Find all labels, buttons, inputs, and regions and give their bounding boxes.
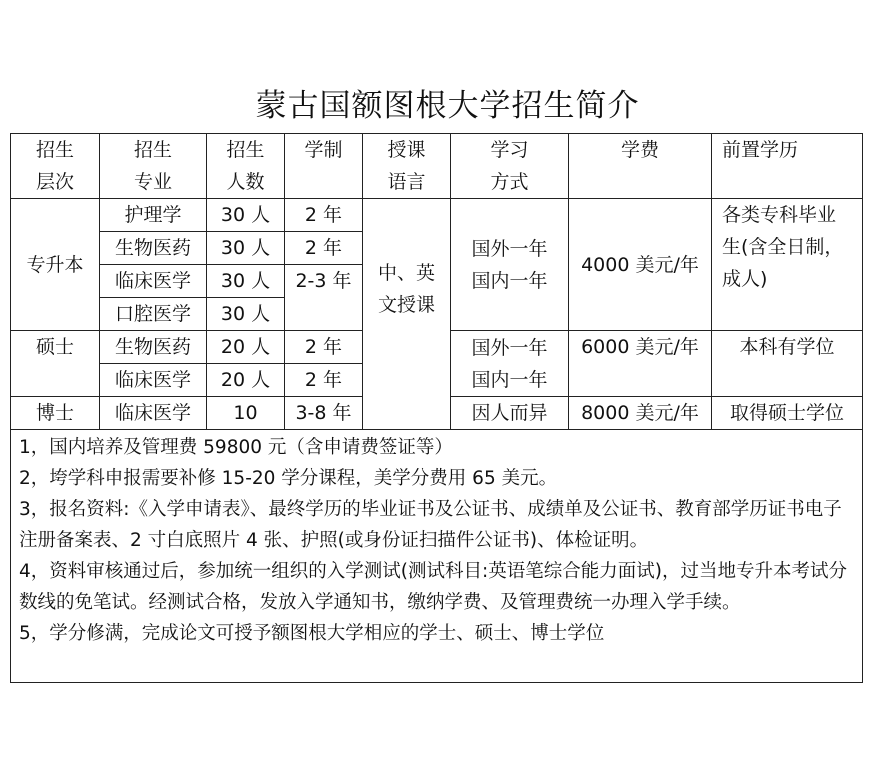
duration-cell: 2 年 xyxy=(285,331,363,364)
level-doctor: 博士 xyxy=(11,397,100,430)
language-cell: 中、英 文授课 xyxy=(363,199,451,430)
prereq-bachelor: 各类专科毕业 生(含全日制， 成人) xyxy=(712,199,863,331)
header-major: 招生 专业 xyxy=(100,134,207,199)
note-item: 5，学分修满，完成论文可授予额图根大学相应的学士、硕士、博士学位 xyxy=(19,623,605,644)
count-cell: 20 人 xyxy=(207,364,285,397)
header-level: 招生 层次 xyxy=(11,134,100,199)
admissions-table xyxy=(10,133,863,683)
count-cell: 30 人 xyxy=(207,298,285,331)
major-cell: 生物医药 xyxy=(100,232,207,265)
mode-bachelor: 国外一年 国内一年 xyxy=(451,199,569,331)
prereq-doctor: 取得硕士学位 xyxy=(712,397,863,430)
level-bachelor: 专升本 xyxy=(11,199,100,331)
duration-cell: 2 年 xyxy=(285,364,363,397)
header-mode: 学习 方式 xyxy=(451,134,569,199)
tuition-doctor: 8000 美元/年 xyxy=(569,397,712,430)
note-item: 3，报名资料:《入学申请表》、最终学历的毕业证书及公证书、成绩单及公证书、教育部学历证书电子注册备案表、2 寸白底照片 4 张、护照(或身份证扫描件公证书)、体检证明。 xyxy=(19,499,842,551)
duration-cell: 2 年 xyxy=(285,232,363,265)
count-cell: 30 人 xyxy=(207,265,285,298)
header-row xyxy=(11,134,863,199)
duration-cell: 2 年 xyxy=(285,199,363,232)
mode-master: 国外一年 国内一年 xyxy=(451,331,569,397)
note-item: 4，资料审核通过后，参加统一组织的入学测试(测试科目:英语笔综合能力面试)，过当地专升本考试分数线的免笔试。经测试合格，发放入学通知书，缴纳学费、及管理费统一办理入学手续。 xyxy=(19,561,847,613)
note-item: 2，垮学科申报需要补修 15-20 学分课程，美学分费用 65 美元。 xyxy=(19,468,558,489)
notes-row xyxy=(11,430,863,683)
header-duration: 学制 xyxy=(285,134,363,199)
duration-cell: 3-8 年 xyxy=(285,397,363,430)
header-prereq: 前置学历 xyxy=(712,134,863,199)
level-master: 硕士 xyxy=(11,331,100,397)
major-cell: 生物医药 xyxy=(100,331,207,364)
major-cell: 口腔医学 xyxy=(100,298,207,331)
major-cell: 临床医学 xyxy=(100,364,207,397)
header-count: 招生 人数 xyxy=(207,134,285,199)
major-cell: 护理学 xyxy=(100,199,207,232)
table-row xyxy=(11,199,863,232)
header-tuition: 学费 xyxy=(569,134,712,199)
page-title: 蒙古国额图根大学招生简介 xyxy=(255,88,640,124)
mode-doctor: 因人而异 xyxy=(451,397,569,430)
count-cell: 10 xyxy=(207,397,285,430)
prereq-master: 本科有学位 xyxy=(712,331,863,397)
count-cell: 30 人 xyxy=(207,199,285,232)
count-cell: 20 人 xyxy=(207,331,285,364)
count-cell: 30 人 xyxy=(207,232,285,265)
header-language: 授课 语言 xyxy=(363,134,451,199)
note-item: 1，国内培养及管理费 59800 元（含申请费签证等） xyxy=(19,437,453,458)
tuition-bachelor: 4000 美元/年 xyxy=(569,199,712,331)
major-cell: 临床医学 xyxy=(100,397,207,430)
notes-cell xyxy=(11,430,863,683)
tuition-master: 6000 美元/年 xyxy=(569,331,712,397)
major-cell: 临床医学 xyxy=(100,265,207,298)
duration-cell: 2-3 年 xyxy=(285,265,363,331)
